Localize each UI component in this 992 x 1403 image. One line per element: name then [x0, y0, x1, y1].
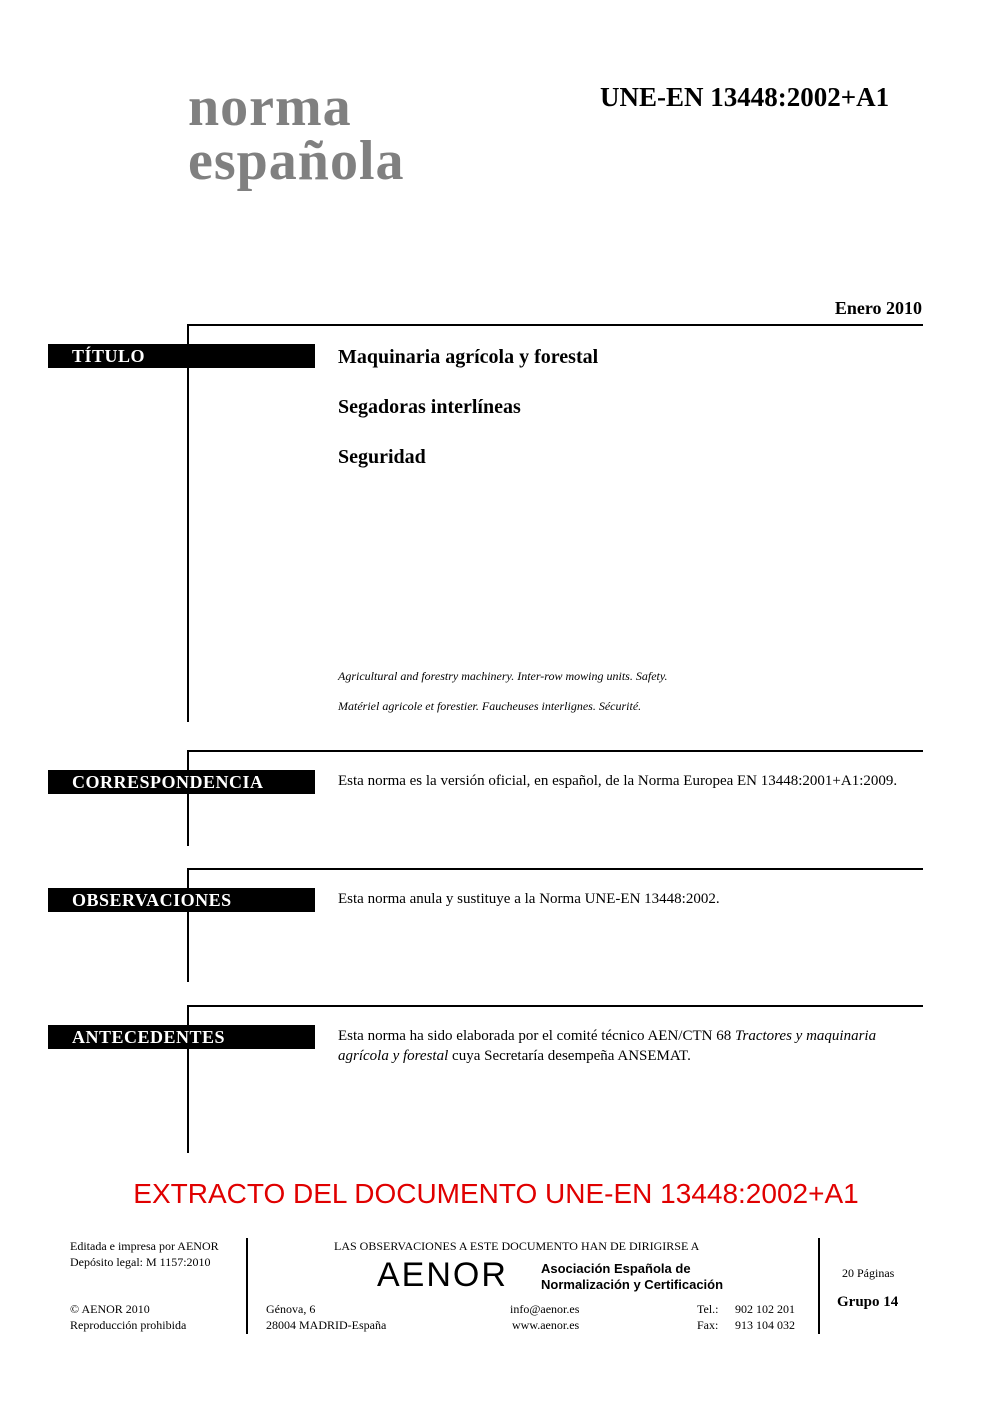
tel-number: 902 102 201 [735, 1302, 795, 1316]
correspondencia-text: Esta norma es la versión oficial, en español, de la Norma Europea EN 13448:2001+A1:2009. [338, 773, 898, 789]
observations-notice: LAS OBSERVACIONES A ESTE DOCUMENTO HAN DE DIRIGIRSE A [334, 1239, 700, 1253]
antecedentes-top-rule [187, 1005, 923, 1007]
titulo-top-rule [187, 324, 923, 326]
brand-title [188, 76, 405, 192]
correspondencia-side-rule [187, 750, 189, 846]
publication-date: Enero 2010 [834, 298, 922, 318]
title-line-3: Seguridad [338, 446, 426, 468]
correspondencia-label: CORRESPONDENCIA [48, 770, 315, 794]
footer-divider-left [246, 1238, 248, 1334]
aenor-org-line-2: Normalización y Certificación [541, 1277, 724, 1292]
fax-number: 913 104 032 [735, 1318, 795, 1332]
extract-notice: EXTRACTO DEL DOCUMENTO UNE-EN 13448:2002+A1 [133, 1178, 859, 1209]
footer-deposit: Depósito legal: M 1157:2010 [70, 1255, 211, 1269]
observaciones-top-rule [187, 868, 923, 870]
brand-line-1: norma [188, 76, 352, 138]
page-count: 20 Páginas [842, 1266, 895, 1280]
antecedentes-text [338, 1026, 923, 1066]
address-line-2: 28004 MADRID-España [266, 1318, 387, 1332]
footer-copyright: © AENOR 2010 [70, 1302, 150, 1316]
web-link[interactable]: www.aenor.es [512, 1318, 580, 1332]
aenor-logo: AENOR [377, 1256, 508, 1294]
title-french: Matériel agricole et forestier. Faucheuses interlignes. Sécurité. [338, 699, 642, 713]
title-line-2: Segadoras interlíneas [338, 396, 521, 418]
email-link[interactable]: info@aenor.es [510, 1302, 580, 1316]
standard-code: UNE-EN 13448:2002+A1 [600, 82, 890, 112]
antecedentes-text-start: Esta norma ha sido elaborada por el comité técnico AEN/CTN 68 [338, 1028, 735, 1044]
antecedentes-label: ANTECEDENTES [48, 1025, 315, 1049]
observaciones-label: OBSERVACIONES [48, 888, 315, 912]
footer-edited: Editada e impresa por AENOR [70, 1239, 219, 1253]
title-line-1: Maquinaria agrícola y forestal [338, 346, 599, 368]
tel-label: Tel.: [697, 1302, 719, 1316]
aenor-org-line-1: Asociación Española de [541, 1261, 691, 1276]
fax-label: Fax: [697, 1318, 719, 1332]
antecedentes-text-end: cuya Secretaría desempeña ANSEMAT. [448, 1048, 691, 1064]
observaciones-text: Esta norma anula y sustituye a la Norma UNE-EN 13448:2002. [338, 891, 720, 907]
titulo-side-rule [187, 324, 189, 722]
observaciones-side-rule [187, 868, 189, 982]
correspondencia-top-rule [187, 750, 923, 752]
footer-divider-right [818, 1238, 820, 1334]
aenor-org-name [541, 1261, 723, 1293]
titulo-label: TÍTULO [48, 344, 315, 368]
brand-line-2: española [188, 130, 405, 192]
committee-name: Tractores y maquinaria agrícola y forestal [338, 1028, 877, 1064]
address-line-1: Génova, 6 [266, 1302, 316, 1316]
footer-reproduction: Reproducción prohibida [70, 1318, 187, 1332]
price-group: Grupo 14 [837, 1294, 899, 1310]
title-english: Agricultural and forestry machinery. Inter-row mowing units. Safety. [338, 669, 668, 683]
